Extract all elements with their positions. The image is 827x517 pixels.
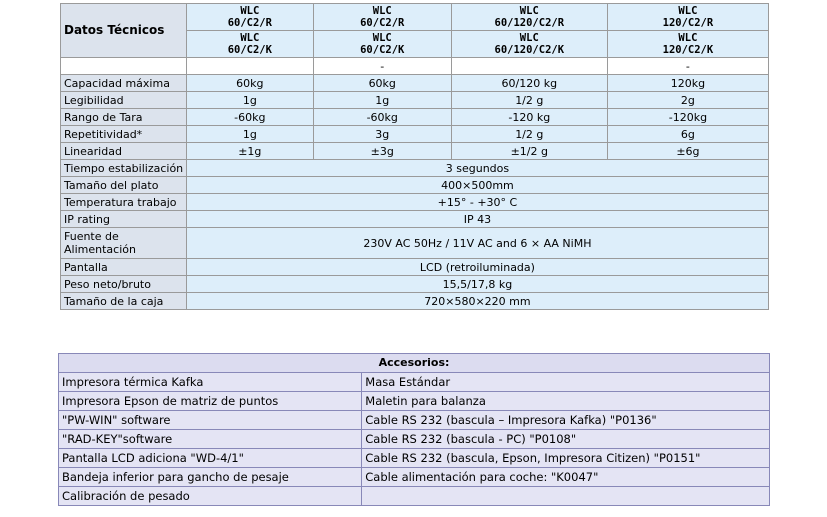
spec-value: 60kg [314,75,451,91]
spec-value: IP 43 [187,211,768,227]
accessories-table [58,353,770,506]
accessory-item: "PW-WIN" software [59,411,361,429]
accessory-row [59,392,769,410]
model-top-2: WLC 60/C2/R [314,4,451,30]
spec-value: 720×580×220 mm [187,293,768,309]
blank-row [61,58,768,74]
spec-value: LCD (retroiluminada) [187,259,768,275]
blank-cell-4: - [608,58,768,74]
accessory-item [362,487,769,505]
spec-value: ±1g [187,143,313,159]
spec-label: Repetitividad* [61,126,186,142]
model-bottom-1: WLC 60/C2/K [187,31,313,57]
spec-label: Tiempo estabilización [61,160,186,176]
blank-label [61,58,186,74]
spec-value: -120kg [608,109,768,125]
spec-value: 6g [608,126,768,142]
blank-cell-3 [452,58,607,74]
model-top-4: WLC 120/C2/R [608,4,768,30]
spec-value: 1g [187,92,313,108]
spec-row-legibilidad [61,92,768,108]
spec-value: +15° - +30° C [187,194,768,210]
spec-label: Linearidad [61,143,186,159]
accessory-row [59,373,769,391]
spec-label: Fuente de Alimentación [61,228,186,258]
blank-cell-2: - [314,58,451,74]
spec-value: 3 segundos [187,160,768,176]
spec-row-tara [61,109,768,125]
spec-label: Capacidad máxima [61,75,186,91]
accessory-row [59,468,769,486]
accessory-item: Maletin para balanza [362,392,769,410]
blank-cell-1 [187,58,313,74]
spec-value: 1g [187,126,313,142]
spec-value: ±6g [608,143,768,159]
spec-label: Temperatura trabajo [61,194,186,210]
spec-value: 60/120 kg [452,75,607,91]
spec-row-estabilizacion [61,160,768,176]
spec-label: Pantalla [61,259,186,275]
spec-label: Tamaño de la caja [61,293,186,309]
accessory-row [59,430,769,448]
spec-row-fuente [61,228,768,258]
spec-label: Tamaño del plato [61,177,186,193]
accessory-item: Cable RS 232 (bascula – Impresora Kafka) "P0136" [362,411,769,429]
specs-heading: Datos Técnicos [61,4,186,57]
spec-row-caja [61,293,768,309]
accessory-item: Impresora Epson de matriz de puntos [59,392,361,410]
spec-value: 15,5/17,8 kg [187,276,768,292]
spec-value: 230V AC 50Hz / 11V AC and 6 × AA NiMH [187,228,768,258]
spec-value: 1g [314,92,451,108]
spec-value: 400×500mm [187,177,768,193]
spec-value: ±1/2 g [452,143,607,159]
spec-value: ±3g [314,143,451,159]
spec-value: -60kg [314,109,451,125]
accessory-item: Impresora térmica Kafka [59,373,361,391]
accessory-item: Cable RS 232 (bascula - PC) "P0108" [362,430,769,448]
spec-value: -60kg [187,109,313,125]
spec-value: 60kg [187,75,313,91]
model-top-3: WLC 60/120/C2/R [452,4,607,30]
spec-label: Rango de Tara [61,109,186,125]
accessories-title: Accesorios: [59,354,769,372]
model-bottom-4: WLC 120/C2/K [608,31,768,57]
model-bottom-3: WLC 60/120/C2/K [452,31,607,57]
spec-row-linearidad [61,143,768,159]
accessory-row [59,449,769,467]
spec-row-temperatura [61,194,768,210]
spec-value: 3g [314,126,451,142]
accessory-item: Pantalla LCD adiciona "WD-4/1" [59,449,361,467]
spec-label: Legibilidad [61,92,186,108]
spec-row-peso [61,276,768,292]
spec-value: -120 kg [452,109,607,125]
spec-row-pantalla [61,259,768,275]
spec-row-repetitividad [61,126,768,142]
accessory-item: "RAD-KEY"software [59,430,361,448]
spec-label: IP rating [61,211,186,227]
spec-row-ip [61,211,768,227]
accessory-item: Calibración de pesado [59,487,361,505]
spec-value: 1/2 g [452,126,607,142]
accessory-item: Cable alimentación para coche: "K0047" [362,468,769,486]
model-bottom-2: WLC 60/C2/K [314,31,451,57]
spec-row-plato [61,177,768,193]
accessory-item: Bandeja inferior para gancho de pesaje [59,468,361,486]
accessory-row [59,487,769,505]
spec-row-capacidad [61,75,768,91]
accessory-item: Cable RS 232 (bascula, Epson, Impresora Citizen) "P0151" [362,449,769,467]
spec-value: 120kg [608,75,768,91]
accessory-item: Masa Estándar [362,373,769,391]
specs-table [60,3,769,310]
model-top-1: WLC 60/C2/R [187,4,313,30]
spec-value: 2g [608,92,768,108]
accessory-row [59,411,769,429]
spec-label: Peso neto/bruto [61,276,186,292]
spec-value: 1/2 g [452,92,607,108]
